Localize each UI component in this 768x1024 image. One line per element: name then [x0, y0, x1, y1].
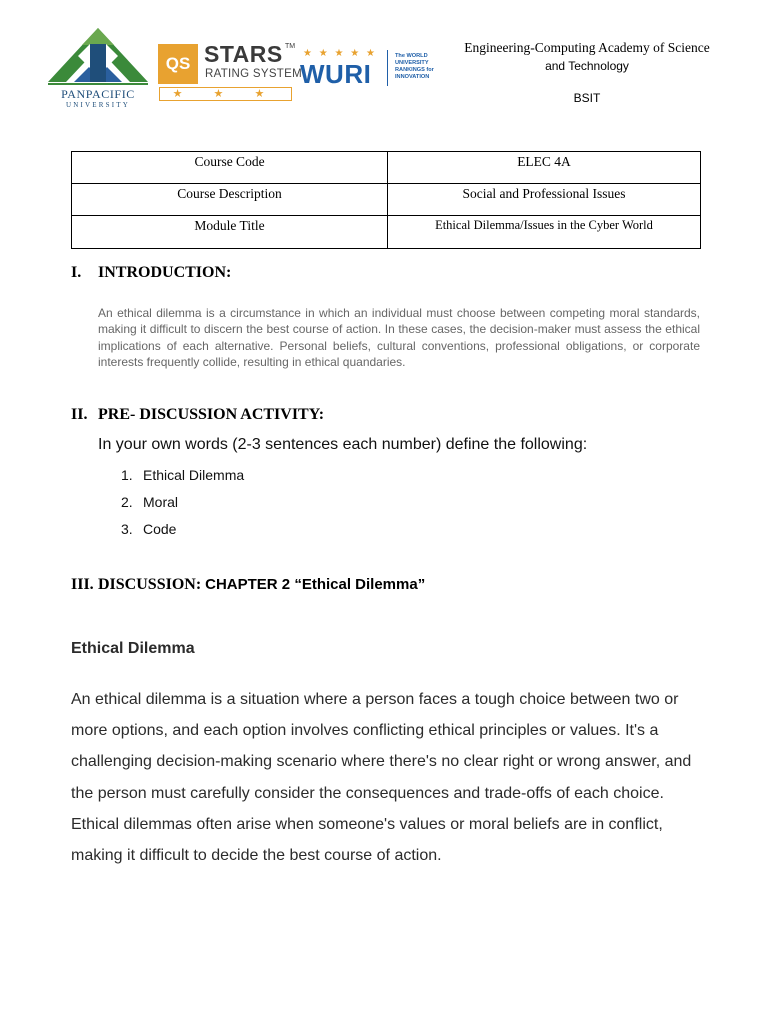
qs-trademark: TM	[285, 43, 296, 50]
chapter-title: CHAPTER 2 “Ethical Dilemma”	[205, 576, 426, 593]
section-number: II.	[71, 406, 88, 423]
section-title-introduction: INTRODUCTION:	[98, 264, 232, 281]
table-cell-label: Module Title	[72, 216, 388, 249]
section-title-discussion	[98, 576, 425, 594]
university-subtitle: UNIVERSITY	[66, 101, 130, 109]
discussion-paragraph: An ethical dilemma is a situation where a person faces a tough choice between two or more options, and each option involves conflicting ethical principles or values. It's a challenging decision-making scenario where there's no clear right or wrong answer, and the person must carefully consider the consequences and trade-offs of each choice. Ethical dilemmas often arise when someone's values or moral beliefs are in conflict, making it difficult to decide the best course of action.	[71, 691, 692, 865]
wuri-tagline: The WORLD UNIVERSITY RANKINGS for INNOVATION	[395, 53, 434, 80]
list-item-text: Code	[143, 521, 177, 537]
panpacific-university-logo	[44, 22, 152, 114]
course-info-table	[71, 151, 701, 249]
section-number: III.	[71, 576, 94, 593]
table-row	[72, 216, 701, 249]
university-name: PANPACIFIC	[61, 87, 135, 101]
list-item-number: 1.	[121, 467, 133, 483]
activity-prompt: In your own words (2-3 sentences each number) define the following:	[98, 436, 588, 453]
table-cell-label: Course Code	[72, 152, 388, 184]
wuri-divider	[387, 50, 388, 86]
wuri-stars: ★ ★ ★ ★ ★	[303, 48, 377, 59]
mountain-logo-icon	[44, 22, 152, 88]
section-number: I.	[71, 264, 82, 281]
table-cell-label: Course Description	[72, 184, 388, 216]
discussion-label: DISCUSSION:	[98, 576, 202, 593]
table-cell-value: ELEC 4A	[388, 152, 701, 184]
section-title-pre-discussion: PRE- DISCUSSION ACTIVITY:	[98, 406, 325, 423]
program-label: BSIT	[573, 91, 601, 105]
qs-stars-label: STARS	[204, 41, 283, 67]
table-row	[72, 184, 701, 216]
wuri-logo-text: WURI	[300, 59, 372, 89]
list-item-text: Moral	[143, 494, 179, 510]
qs-star-rating-bar: ★ ★ ★	[159, 87, 292, 101]
qs-logo-box: QS	[158, 44, 198, 84]
table-row	[72, 152, 701, 184]
list-item-number: 2.	[121, 494, 133, 510]
subsection-heading: Ethical Dilemma	[71, 640, 195, 657]
list-item-number: 3.	[121, 521, 133, 537]
introduction-paragraph: An ethical dilemma is a circumstance in which an individual must choose between competing moral standards, making it difficult to discern the best course of action. In these cases, the decision-maker must assess the ethical implications of each alternative. Personal beliefs, cultural conventions, professional obligations, or corporate interests frequently collide, resulting in ethical quandaries.	[98, 306, 700, 370]
list-item-text: Ethical Dilemma	[143, 467, 245, 483]
school-name-line2: and Technology	[545, 59, 629, 73]
table-cell-value: Social and Professional Issues	[388, 184, 701, 216]
qs-rating-system-label: RATING SYSTEM	[205, 68, 302, 80]
table-cell-value: Ethical Dilemma/Issues in the Cyber World	[388, 216, 701, 249]
school-name-line1: Engineering-Computing Academy of Science	[464, 40, 710, 55]
